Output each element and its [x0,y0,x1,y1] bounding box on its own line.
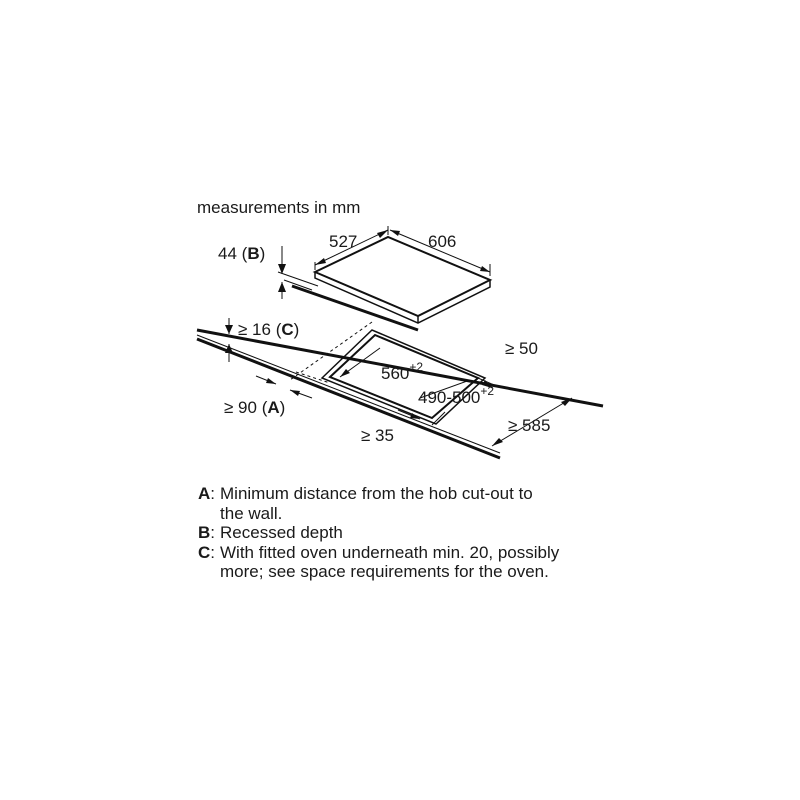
legend [198,484,580,582]
front-gap-dimension [224,376,312,417]
back-gap-dimension [505,339,538,358]
depth-label: 527 [329,232,358,251]
legend-key: C [198,542,211,562]
side-gap-label: ≥ 35 [361,426,394,445]
worktop-depth-dimension [492,398,572,446]
legend-item-c: C : With fitted oven underneath min. 20, possibly more; see space requirements for the oven. [198,543,580,582]
legend-text: Minimum distance from the hob cut-out to the wall. [220,484,533,523]
legend-text: With fitted oven underneath min. 20, possibly more; see space requirements for the oven. [220,542,560,581]
cutout-depth-label: $560^{+2}$ [381,360,424,383]
legend-key: B [198,523,211,542]
width-dimension [390,230,490,276]
cutout-width-label: $490-500^{+2}$ [418,384,495,407]
legend-item-b: B : Recessed depth [198,523,580,543]
depth-dimension [315,226,388,270]
recess-dimension [218,244,286,299]
front-gap-label: ≥ 90 (A) [224,398,286,417]
worktop-depth-label: ≥ 585 [508,416,551,435]
recess-label: 44 (B) [218,244,266,263]
diagram-title: measurements in mm [197,198,361,217]
width-label: 606 [428,232,457,251]
legend-item-a: A : Minimum distance from the hob cut-out to the wall. [198,484,580,523]
wall-gap-label: ≥ 16 (C) [238,320,300,339]
back-gap-label: ≥ 50 [505,339,538,358]
hob-top-view [278,237,490,330]
legend-key: A [198,484,211,503]
legend-text: Recessed depth [220,523,343,542]
